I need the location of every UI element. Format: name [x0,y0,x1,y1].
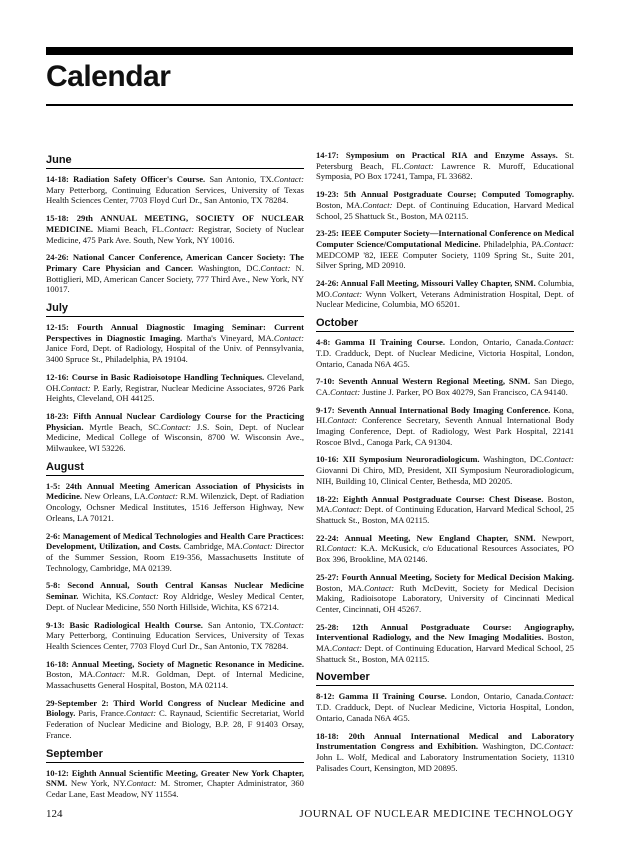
calendar-entry [316,533,574,565]
header-rule [46,47,573,55]
contact-label: Contact: [95,669,126,680]
event-title: 5-8: Second Annual, South Central Kansas Nuclear Medicine Seminar. [46,580,304,602]
event-title: 18-22: Eighth Annual Postgraduate Course: Chest Disease. [316,493,544,504]
contact-label: Contact: [327,415,358,426]
calendar-entry [316,572,574,615]
contact-label: Contact: [128,591,159,602]
month-heading: August [46,461,304,476]
calendar-entry [316,494,574,526]
event-title: 16-18: Annual Meeting, Society of Magnetic Resonance in Medicine. [46,658,304,669]
event-title: 18-18: 20th Annual International Medical and Laboratory Instrumentation Congress and Exhibition. [316,730,574,752]
contact-details: Wynn Volkert, Veterans Administration Hospital, Dept. of Nuclear Medicine, Columbia, MO 65201. [316,288,574,310]
event-location: Philadelphia, PA. [480,238,544,249]
event-location: Washington, DC. [193,262,261,273]
contact-label: Contact: [273,619,304,630]
contact-label: Contact: [147,491,178,502]
contact-details: Dept. of Continuing Education, Harvard Medical School, 25 Shattuck St., Boston, MA 02115. [316,199,574,221]
event-location: Paris, France. [75,708,127,719]
contact-details: K.A. McKusick, c/o Educational Resources Associates, PO Box 396, Brookline, MA 02146. [316,543,574,565]
event-location: London, Ontario, Canada. [445,337,544,348]
contact-details: Mary Petterborg, Continuing Education Services, University of Texas Health Sciences Center, 7703 Floyd Curl Dr., San Antonio, TX 78284. [46,630,304,651]
contact-label: Contact: [260,262,291,273]
contact-details: Director of the Summer Session, Room E19-356, Massachusetts Institute of Technology, Cambridge, MA 02139. [46,541,304,573]
calendar-entry [316,405,574,448]
event-location: San Antonio, TX. [205,174,274,184]
event-location: Cambridge, MA. [181,541,243,552]
contact-label: Contact: [332,643,363,654]
contact-details: Conference Secretary, Seventh Annual International Body Imaging Conference, Dept. of Radiology, West Park Hospital, 22141 Roscoe Blvd., Canoga Park, CA 91304. [316,415,574,447]
calendar-entry [46,213,304,245]
calendar-entry [316,228,574,271]
contact-details: Dept. of Continuing Education, Harvard Medical School, 25 Shattuck St., Boston, MA 02115. [316,643,574,664]
contact-details: Giovanni Di Chiro, MD, President, XII Symposium Neuroradiologicum, NIH, Building 10, Clinical Center, Bethesda, MD 20205. [316,465,574,486]
calendar-entry [46,174,304,206]
calendar-entry [316,150,574,182]
contact-details: John L. Wolf, Medical and Laboratory Instrumentation Society, 11310 Palisades Court, Kensington, MD 20895. [316,751,574,773]
contact-details: N. Bottiglieri, MD, American Cancer Society, 777 Third Ave., New York, NY 10017. [46,262,304,295]
contact-details: M.R. Goldman, Dept. of Internal Medicine, Massachusetts General Hospital, Boston, MA 02114. [46,669,304,691]
contact-label: Contact: [164,223,195,234]
contact-label: Contact: [326,543,357,554]
contact-details: Lawrence R. Muroff, Educational Symposia, PO Box 17241, Tampa, FL 33682. [316,160,574,182]
event-location: Wichita, KS. [78,591,129,602]
calendar-entry [46,252,304,295]
event-location: Washington, DC. [479,454,544,465]
contact-label: Contact: [403,160,434,171]
contact-label: Contact: [273,174,304,184]
contact-details: C. Raynaud, Scientific Secretariat, World Federation of Nuclear Medicine and Biology, B.P. 28, F 91403 Orsay, France. [46,708,305,740]
event-location: Newport, RI. [316,532,574,554]
event-title: 18-23: Fifth Annual Nuclear Cardiology Course for the Practicing Physician. [46,410,304,432]
event-location: New York, NY. [67,778,127,789]
contact-label: Contact: [126,708,157,719]
contact-label: Contact: [242,541,273,552]
calendar-entry [46,411,304,454]
contact-details: J.S. Soin, Dept. of Nuclear Medicine, Medical College of Wisconsin, 8700 W. Wisconsin Ave., Milwaukee, WI 53226. [46,421,305,454]
contact-details: Justine J. Parker, PO Box 40279, San Francisco, CA 94140. [360,386,568,397]
event-title: 25-27: Fourth Annual Meeting, Society for Medical Decision Making. [316,571,574,582]
event-title: 15-18: 29th ANNUAL MEETING, SOCIETY OF NUCLEAR MEDICINE. [46,213,304,234]
contact-details: Registrar, Society of Nuclear Medicine, 475 Park Ave. South, New York, NY 10016. [46,223,304,245]
contact-details: M. Stromer, Chapter Administrator, 360 Cedar Lane, East Meadow, NY 11554. [46,778,304,799]
calendar-entry [316,337,574,369]
event-title: 22-24: Annual Meeting, New England Chapter, SNM. [316,532,536,543]
calendar-entry [46,659,304,691]
event-title: 8-12: Gamma II Training Course. [316,691,447,702]
calendar-entry [46,322,304,365]
event-title: 14-18: Radiation Safety Officer's Course. [46,174,206,184]
event-location: Boston, MA. [316,199,363,210]
contact-label: Contact: [362,199,393,210]
contact-label: Contact: [332,288,363,299]
contact-label: Contact: [126,778,157,789]
event-title: 9-17: Seventh Annual International Body Imaging Conference. [316,404,551,415]
event-title: 4-8: Gamma II Training Course. [316,337,445,348]
event-title: 10-12: Eighth Annual Scientific Meeting, Greater New York Chapter, SNM. [46,767,304,789]
page-number: 124 [46,808,63,820]
calendar-entry [46,531,304,574]
contact-label: Contact: [160,421,191,432]
month-heading: June [46,154,304,169]
month-heading: November [316,671,574,686]
contact-details: Janice Ford, Dept. of Radiology, Hospital of the Univ. of Pennsylvania, 3400 Spruce St., Philadelphia, PA 19104. [46,343,304,365]
event-title: 23-25: IEEE Computer Society—International Conference on Medical Computer Science/Computational Medicine. [316,228,574,249]
event-title: 1-5: 24th Annual Meeting American Association of Physicists in Medicine. [46,480,304,502]
contact-label: Contact: [543,238,574,249]
calendar-entry [316,376,574,397]
month-heading: September [46,748,304,763]
event-title: 9-13: Basic Radiological Health Course. [46,619,203,630]
contact-details: Roy Aldridge, Wesley Medical Center, Dept. of Nuclear Medicine, 550 North Hillside, Wichita, KS 67214. [46,591,304,612]
contact-label: Contact: [332,504,363,515]
event-location: San Diego, CA. [316,376,574,397]
event-location: San Antonio, TX. [202,619,274,630]
calendar-entry [316,189,574,221]
contact-label: Contact: [273,332,304,343]
contact-label: Contact: [364,582,395,593]
event-location: Columbia, MO. [316,278,574,299]
event-title: 25-28: 12th Annual Postgraduate Course: Angiography, Interventional Radiology, and the New Imaging Modalities. [316,621,574,643]
calendar-entry [316,622,574,665]
event-location: Cleveland, OH. [46,371,304,393]
page-title: Calendar [46,60,171,93]
event-location: Kona, HI. [316,404,574,426]
event-title: 24-26: National Cancer Conference, American Cancer Society: The Primary Care Physician and Cancer. [46,252,304,273]
contact-label: Contact: [60,382,91,393]
calendar-entry [316,278,574,310]
contact-details: R.M. Wilenzick, Dept. of Radiation Oncology, Ochsner Medical Institutes, 1516 Jefferson Highway, New Orleans, LA 70121. [46,491,304,523]
event-location: Boston, MA. [46,669,96,680]
contact-label: Contact: [543,337,575,348]
contact-label: Contact: [543,691,574,702]
event-location: London, Ontario, Canada. [446,691,544,702]
event-title: 24-26: Annual Fall Meeting, Missouri Valley Chapter, SNM. [316,278,536,289]
left-column [46,150,304,807]
calendar-entry [316,731,574,774]
contact-label: Contact: [330,386,361,397]
calendar-entry [316,454,574,486]
event-location: Boston, MA. [316,632,574,654]
event-location: Miami Beach, FL. [93,223,165,234]
event-location: Washington, DC. [478,741,544,752]
calendar-entry [46,580,304,612]
calendar-entry [46,620,304,652]
event-title: 12-15: Fourth Annual Diagnostic Imaging Seminar: Current Perspectives in Diagnostic Imaging. [46,322,304,343]
event-title: 7-10: Seventh Annual Western Regional Meeting, SNM. [316,376,531,387]
event-location: St. Petersburg Beach, FL. [316,150,575,171]
contact-details: P. Early, Registrar, Nuclear Medicine Associates, 9726 Park Heights, Cleveland, OH 44125. [46,382,304,404]
contact-label: Contact: [543,741,575,752]
month-heading: October [316,317,574,332]
event-location: Myrtle Beach, SC. [83,421,161,432]
event-title: 10-16: XII Symposium Neuroradiologicum. [316,454,480,465]
calendar-entry [46,698,304,741]
contact-details: Ruth McDevitt, Society for Medical Decision Making, Radioisotope Laboratory, University of Cincinnati Medical Center, Cincinnati, OH 45267. [316,582,574,614]
event-title: 19-23: 5th Annual Postgraduate Course; Computed Tomography. [316,189,574,200]
calendar-entry [46,372,304,404]
event-location: Boston, MA. [316,582,365,593]
event-location: Boston, MA. [316,493,574,515]
contact-details: Dept. of Continuing Education, Harvard Medical School, 25 Shattuck St., Boston, MA 02115. [316,504,574,525]
title-rule [46,104,573,106]
event-title: 12-16: Course in Basic Radioisotope Handling Techniques. [46,371,265,382]
event-title: 2-6: Management of Medical Technologies and Health Care Practices: Development, Utilization, and Costs. [46,530,304,552]
journal-name: JOURNAL OF NUCLEAR MEDICINE TECHNOLOGY [299,808,574,820]
calendar-entry [46,768,304,800]
month-heading: July [46,302,304,317]
event-location: New Orleans, LA. [82,491,148,502]
calendar-entry [316,691,574,723]
contact-label: Contact: [543,454,575,465]
event-location: Martha's Vineyard, MA. [182,332,274,343]
contact-details: MEDCOMP '82, IEEE Computer Society, 1109 Spring St., Suite 201, Silver Spring, MD 20910. [316,249,574,271]
event-title: 14-17: Symposium on Practical RIA and Enzyme Assays. [316,150,558,160]
contact-details: T.D. Cradduck, Dept. of Nuclear Medicine, Victoria Hospital, London, Ontario, Canada N6A 4G5. [316,702,574,723]
event-title: 29-September 2: Third World Congress of Nuclear Medicine and Biology. [46,697,304,719]
contact-details: T.D. Cradduck, Dept. of Nuclear Medicine, Victoria Hospital, London, Ontario, Canada N6A 4G5. [316,347,574,369]
right-column [316,150,574,780]
calendar-entry [46,481,304,524]
contact-details: Mary Petterborg, Continuing Education Services, University of Texas Health Sciences Center, 7703 Floyd Curl Dr., San Antonio, TX 78284. [46,184,304,206]
